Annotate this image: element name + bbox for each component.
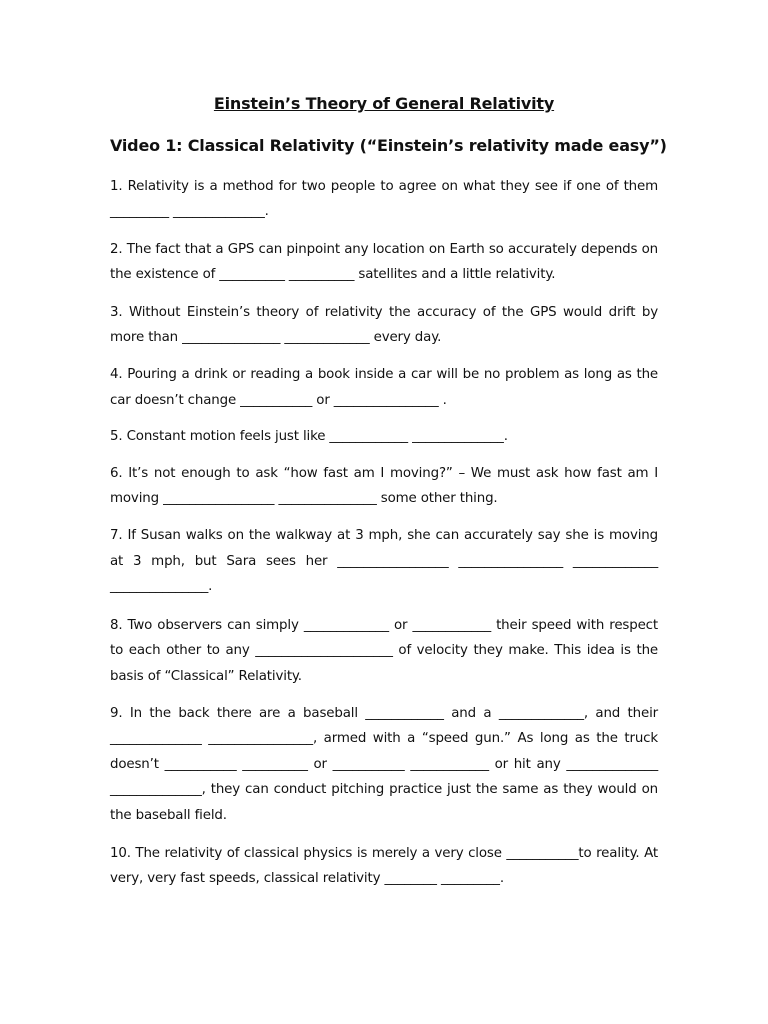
question-item: 10. The relativity of classical physics is merely a very close ___________to reality. At very, very fast speeds, classical relativity ________ _________. <box>110 845 658 887</box>
question-item: 1. Relativity is a method for two people to agree on what they see if one of them _________ ______________. <box>110 179 658 220</box>
video-section-heading: Video 1: Classical Relativity (“Einstein’s relativity made easy”) <box>110 136 667 155</box>
worksheet-title: Einstein’s Theory of General Relativity <box>213 94 555 113</box>
question-item: 6. It’s not enough to ask “how fast am I moving?” – We must ask how fast am I moving _________________ _______________ some other thing. <box>110 465 658 507</box>
question-item: 8. Two observers can simply _____________ or ____________ their speed with respect to each other to any _____________________ of velocity they make. This idea is the basis of “Classical” Relativity. <box>110 617 658 684</box>
question-item: 4. Pouring a drink or reading a book inside a car will be no problem as long as the car doesn’t change ___________ or ________________ . <box>110 367 658 408</box>
question-item: 7. If Susan walks on the walkway at 3 mph, she can accurately say she is moving at 3 mph, but Sara sees her _________________ ________________ _____________ _______________. <box>110 528 658 595</box>
question-item: 5. Constant motion feels just like ____________ ______________. <box>110 429 508 445</box>
question-list <box>110 174 658 892</box>
question-item: 2. The fact that a GPS can pinpoint any location on Earth so accurately depends on the existence of __________ __________ satellites and a little relativity. <box>110 241 658 283</box>
question-item: 9. In the back there are a baseball ____________ and a _____________, and their ______________ ________________, armed with a “speed gun.” As long as the truck doesn’t ___________ __________ or ___________ ____________ or hit any ______________ ______________, they can conduct pitching practice just the same as they would on the baseball field. <box>110 705 658 823</box>
question-item: 3. Without Einstein’s theory of relativity the accuracy of the GPS would drift by more than _______________ _____________ every day. <box>110 304 658 346</box>
